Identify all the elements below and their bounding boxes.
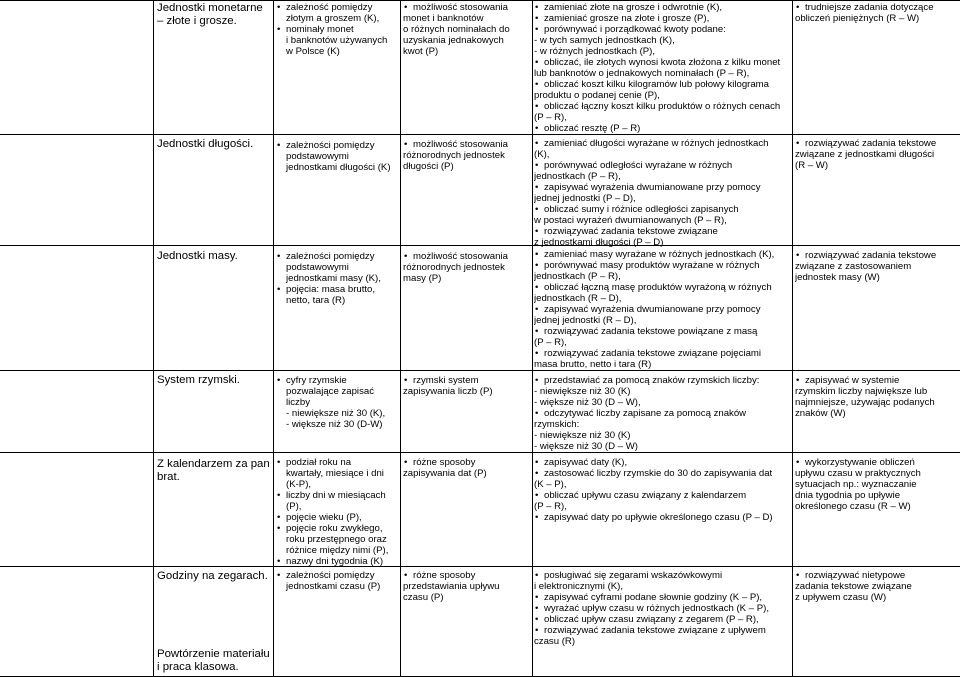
list-item-continuation: monet i banknotów [403,13,484,24]
list-item: • posługiwać się zegarami wskazówkowymi [534,570,792,581]
content-cell [276,251,399,306]
list-item-continuation: zadania tekstowe związane [795,581,912,592]
list-item-continuation: jednostkami czasu (P) [286,581,381,592]
tasks-cell [795,250,959,283]
list-item-continuation: i elektronicznymi (K), [534,581,624,592]
list-item-continuation: liczby [286,397,310,408]
understanding-cell [403,2,531,57]
list-item-continuation: jednostkach (R – D), [534,293,622,304]
list-item-continuation: - w tych samych jednostkach (K), [534,35,675,46]
list-item-continuation: - większe niż 30 (D-W) [286,419,383,430]
skills-cell [534,570,792,647]
understanding-cell [403,570,531,603]
content-cell [276,457,399,567]
topic-text: Jednostki masy. [157,250,238,262]
list-item-continuation: jednej jednostki (P – D), [534,193,636,204]
list-item: • obliczać łączną masę produktów wyrażoną w różnych [534,282,792,293]
column-divider [153,0,154,677]
list-item: • możliwość stosowania [403,139,531,150]
list-item-continuation: podstawowymi [286,151,349,162]
list-item-continuation: - niewiększe niż 30 (K) [534,386,631,397]
list-item-continuation: - większe niż 30 (D – W), [534,397,641,408]
row-divider [0,245,960,246]
content-cell [276,2,399,57]
understanding-cell [403,139,531,172]
list-item-continuation: w postaci wyrażeń dwumianowanych (P – R), [534,215,727,226]
list-item-continuation: obliczeń pieniężnych (R – W) [795,13,920,24]
list-item: • zastosować liczby rzymskie do 30 do zapisywania dat [534,468,792,479]
list-item-continuation: różnorodnych jednostek [403,262,505,273]
list-item: • zapisywać wyrażenia dwumianowane przy pomocy [534,182,792,193]
content-cell [276,375,399,430]
row-divider [0,566,960,567]
list-item: • nazwy dni tygodnia (K) [276,556,399,567]
list-item-continuation: najmniejsze, używając podanych [795,397,935,408]
understanding-cell [403,457,531,479]
list-item: • obliczać łączny koszt kilku produktów o różnych cenach [534,101,792,112]
topic-cell [157,458,271,484]
list-item-continuation: i banknotów używanych [286,35,388,46]
list-item-continuation: zapisywania liczb (P) [403,386,493,397]
list-item: • porównywać masy produktów wyrażane w różnych [534,260,792,271]
list-item-continuation: kwartały, miesiące i dni [286,468,384,479]
topic-cell [157,138,271,151]
list-item-continuation: zapisywania dat (P) [403,468,487,479]
list-item: • zapisywać wyrażenia dwumianowane przy pomocy [534,304,792,315]
skills-cell [534,457,792,523]
list-item-continuation: związane z zastosowaniem [795,261,912,272]
list-item: • odczytywać liczby zapisane za pomocą znaków [534,408,792,419]
list-item: • obliczać upływu czasu związany z kalendarzem [534,490,792,501]
list-item-continuation: z upływem czasu (W) [795,592,887,603]
list-item-continuation: różnice między nimi (P), [286,545,389,556]
list-item: • zależności pomiędzy [276,140,399,151]
list-item-continuation: (K), [534,149,550,160]
list-item-continuation: masy (P) [403,273,442,284]
tasks-cell [795,570,959,603]
list-item-continuation: - większe niż 30 (D – W) [534,441,638,452]
list-item-continuation: sytuacjach np.: wyznaczanie [795,479,917,490]
list-item-continuation: związane z jednostkami długości [795,149,935,160]
list-item-continuation: lub banknotów o jednakowych nominałach (P – R), [534,68,750,79]
list-item: • liczby dni w miesiącach [276,490,399,501]
skills-cell [534,138,792,248]
list-item: • rozwiązywać zadania tekstowe powiązane z masą [534,326,792,337]
understanding-cell [403,251,531,284]
list-item-continuation: podstawowymi [286,262,349,273]
topic-cell [157,570,271,583]
topic-text: Z kalendarzem za pan brat. [157,458,270,483]
list-item: • rozwiązywać zadania tekstowe [795,250,959,261]
list-item-continuation: kwot (P) [403,46,439,57]
list-item-continuation: o różnych nominałach do [403,24,510,35]
column-divider [792,0,793,677]
list-item: • obliczać, ile złotych wynosi kwota złożona z kilku monet [534,57,792,68]
list-item: • porównywać odległości wyrażane w różnych [534,160,792,171]
tasks-cell [795,457,959,512]
list-item-continuation: roku przestępnego oraz [286,534,387,545]
list-item-continuation: jednostkach (P – R), [534,171,621,182]
list-item: • obliczać upływ czasu związany z zegarem (P – R), [534,614,792,625]
list-item: • pojęcia: masa brutto, [276,284,399,295]
topic-cell [157,2,271,28]
list-item-continuation: długości (P) [403,161,454,172]
list-item-continuation: w Polsce (K) [286,46,340,57]
list-item-continuation: czasu (R) [534,636,576,647]
list-item: • obliczać resztę (P – R) [534,123,792,134]
skills-cell [534,375,792,452]
topic-cell [157,374,271,387]
list-item-continuation: dnia tygodnia po upływie [795,490,901,501]
list-item-continuation: czasu (P) [403,592,444,603]
list-item-continuation: - niewiększe niż 30 (K) [534,430,631,441]
list-item-continuation: masa brutto, netto i tara (R) [534,359,652,370]
column-divider [273,0,274,677]
topic-text: Jednostki długości. [157,138,254,150]
list-item: • zapisywać daty po upływie określonego czasu (P – D) [534,512,792,523]
skills-cell [534,249,792,370]
content-cell [276,140,399,173]
skills-cell [534,2,792,134]
list-item-continuation: produktu o podanej cenie (P), [534,90,660,101]
understanding-cell [403,375,531,397]
list-item: • podział roku na [276,457,399,468]
list-item: • zamieniać długości wyrażane w różnych jednostkach [534,138,792,149]
list-item: • wykorzystywanie obliczeń [795,457,959,468]
list-item: • obliczać sumy i różnice odległości zapisanych [534,204,792,215]
row-divider [0,370,960,371]
list-item: • zamieniać grosze na złote i grosze (P), [534,13,792,24]
list-item-continuation: - w różnych jednostkach (P), [534,46,656,57]
topic-text: System rzymski. [157,374,240,386]
tasks-cell [795,138,959,171]
list-item-continuation: jednostek masy (W) [795,272,880,283]
topic-cell [157,250,271,263]
row-divider [0,134,960,135]
list-item-continuation: jednostkami masy (K), [286,273,381,284]
list-item: • przedstawiać za pomocą znaków rzymskich liczby: [534,375,792,386]
list-item: • zamieniać masy wyrażane w różnych jednostkach (K), [534,249,792,260]
list-item: • zapisywać cyframi podane słownie godziny (K – P), [534,592,792,603]
list-item: • pojęcie wieku (P), [276,512,399,523]
list-item-continuation: (P), [286,501,302,512]
topic-cell [157,648,271,674]
list-item-continuation: przedstawiania upływu [403,581,500,592]
content-cell [276,570,399,592]
list-item: • zamieniać złote na grosze i odwrotnie (K), [534,2,792,13]
list-item-continuation: (P – R), [534,112,567,123]
list-item-continuation: jednej jednostki (R – D), [534,315,637,326]
list-item: • zapisywać daty (K), [534,457,792,468]
list-item-continuation: rzymskim liczby największe lub [795,386,928,397]
list-item: • wyrażać upływ czasu w różnych jednostkach (K – P), [534,603,792,614]
list-item: • rzymski system [403,375,531,386]
list-item-continuation: (P – R), [534,501,567,512]
list-item: • zapisywać w systemie [795,375,959,386]
list-item: • pojęcie roku zwykłego, [276,523,399,534]
list-item-continuation: jednostkach (P – R), [534,271,621,282]
list-item: • obliczać koszt kilku kilogramów lub połowy kilograma [534,79,792,90]
row-divider [0,452,960,453]
list-item: • zależności pomiędzy [276,570,399,581]
list-item: • możliwość stosowania [403,2,531,13]
list-item-continuation: jednostkami długości (K) [286,162,391,173]
list-item: • różne sposoby [403,457,531,468]
list-item: • rozwiązywać zadania tekstowe związane [534,226,792,237]
tasks-cell [795,375,959,419]
tasks-cell [795,2,959,24]
list-item: • możliwość stosowania [403,251,531,262]
list-item-continuation: pozwalające zapisać [286,386,374,397]
list-item: • nominały monet [276,24,399,35]
list-item-continuation: znaków (W) [795,408,846,419]
list-item: • porównywać i porządkować kwoty podane: [534,24,792,35]
list-item-continuation: z jednostkami długości (P – D) [534,237,664,248]
list-item-continuation: (K – P), [534,479,567,490]
list-item-continuation: (R – W) [795,160,829,171]
column-divider [532,0,533,677]
list-item-continuation: rzymskich: [534,419,580,430]
list-item-continuation: (K-P), [286,479,312,490]
list-item-continuation: uzyskania jednakowych [403,35,504,46]
list-item-continuation: (P – R), [534,337,567,348]
list-item: • zależności pomiędzy [276,251,399,262]
list-item: • rozwiązywać zadania tekstowe [795,138,959,149]
list-item: • rozwiązywać zadania tekstowe związane pojęciami [534,348,792,359]
list-item-continuation: - niewiększe niż 30 (K), [286,408,386,419]
list-item: • trudniejsze zadania dotyczące [795,2,959,13]
list-item: • różne sposoby [403,570,531,581]
list-item-continuation: netto, tara (R) [286,295,346,306]
list-item-continuation: złotym a groszem (K), [286,13,380,24]
topic-text: Powtórzenie materiału i praca klasowa. [157,648,270,673]
column-divider [400,0,401,677]
list-item-continuation: różnorodnych jednostek [403,150,505,161]
list-item-continuation: upływu czasu w praktycznych [795,468,921,479]
list-item: • rozwiązywać nietypowe [795,570,959,581]
list-item: • rozwiązywać zadania tekstowe związane z upływem [534,625,792,636]
list-item-continuation: określonego czasu (R – W) [795,501,911,512]
list-item: • cyfry rzymskie [276,375,399,386]
row-divider [0,0,960,1]
topic-text: Jednostki monetarne – złote i grosze. [157,2,263,27]
topic-text: Godziny na zegarach. [157,570,268,582]
list-item: • zależność pomiędzy [276,2,399,13]
